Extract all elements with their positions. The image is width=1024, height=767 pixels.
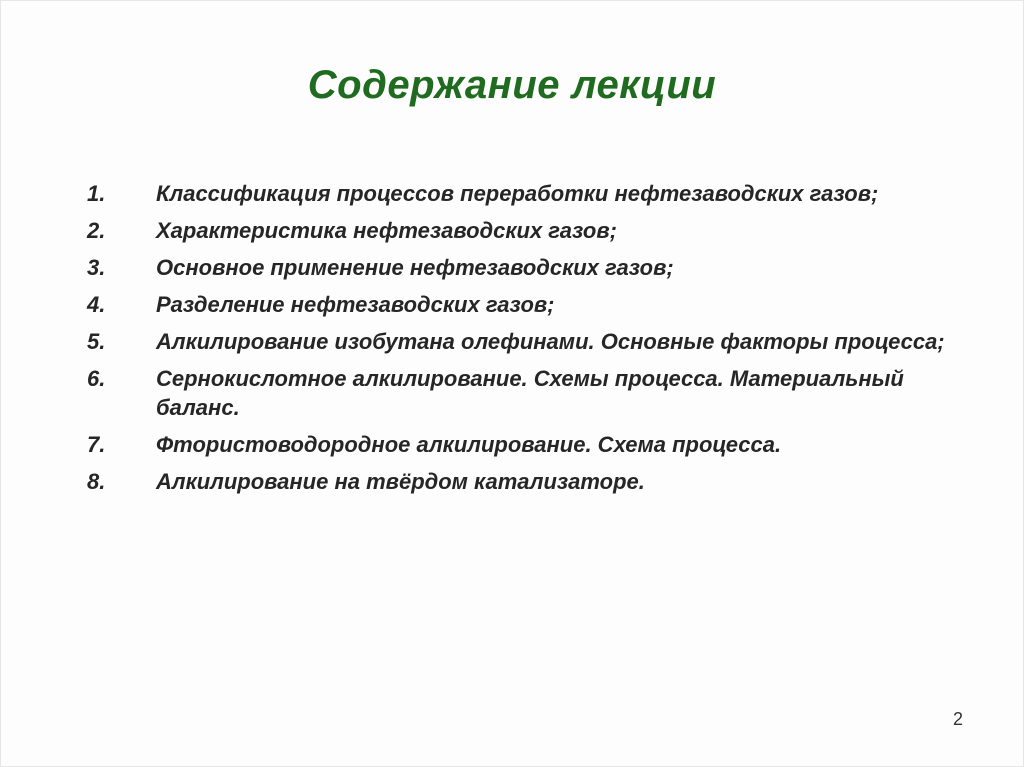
slide-title: Содержание лекции	[307, 63, 717, 107]
list-item-text: Фтористоводородное алкилирование. Схема процесса.	[156, 432, 782, 457]
list-item-text: Классификация процессов переработки нефтезаводских газов;	[156, 181, 879, 206]
list-item	[87, 467, 967, 496]
list-item	[87, 290, 967, 319]
list-item-number: 1.	[87, 181, 106, 206]
list-item-number: 2.	[87, 218, 106, 243]
page-number: 2	[952, 709, 963, 729]
list-item	[87, 364, 967, 422]
list-item	[87, 216, 967, 245]
list-item-number: 3.	[87, 255, 106, 280]
slide	[1, 1, 1023, 766]
contents-list	[87, 179, 967, 504]
list-item	[87, 179, 967, 208]
list-item-number: 7.	[87, 432, 106, 457]
list-item-text: Разделение нефтезаводских газов;	[156, 292, 555, 317]
list-item	[87, 430, 967, 459]
list-item-number: 4.	[87, 292, 106, 317]
list-item-text: Сернокислотное алкилирование. Схемы процесса. Материальный баланс.	[156, 366, 904, 420]
list-item	[87, 327, 967, 356]
list-item-text: Алкилирование изобутана олефинами. Основные факторы процесса;	[156, 329, 945, 354]
list-item-number: 8.	[87, 469, 106, 494]
list-item	[87, 253, 967, 282]
list-item-text: Основное применение нефтезаводских газов;	[156, 255, 674, 280]
list-item-number: 5.	[87, 329, 106, 354]
list-item-text: Характеристика нефтезаводских газов;	[156, 218, 617, 243]
list-item-text: Алкилирование на твёрдом катализаторе.	[156, 469, 645, 494]
list-item-number: 6.	[87, 366, 106, 391]
